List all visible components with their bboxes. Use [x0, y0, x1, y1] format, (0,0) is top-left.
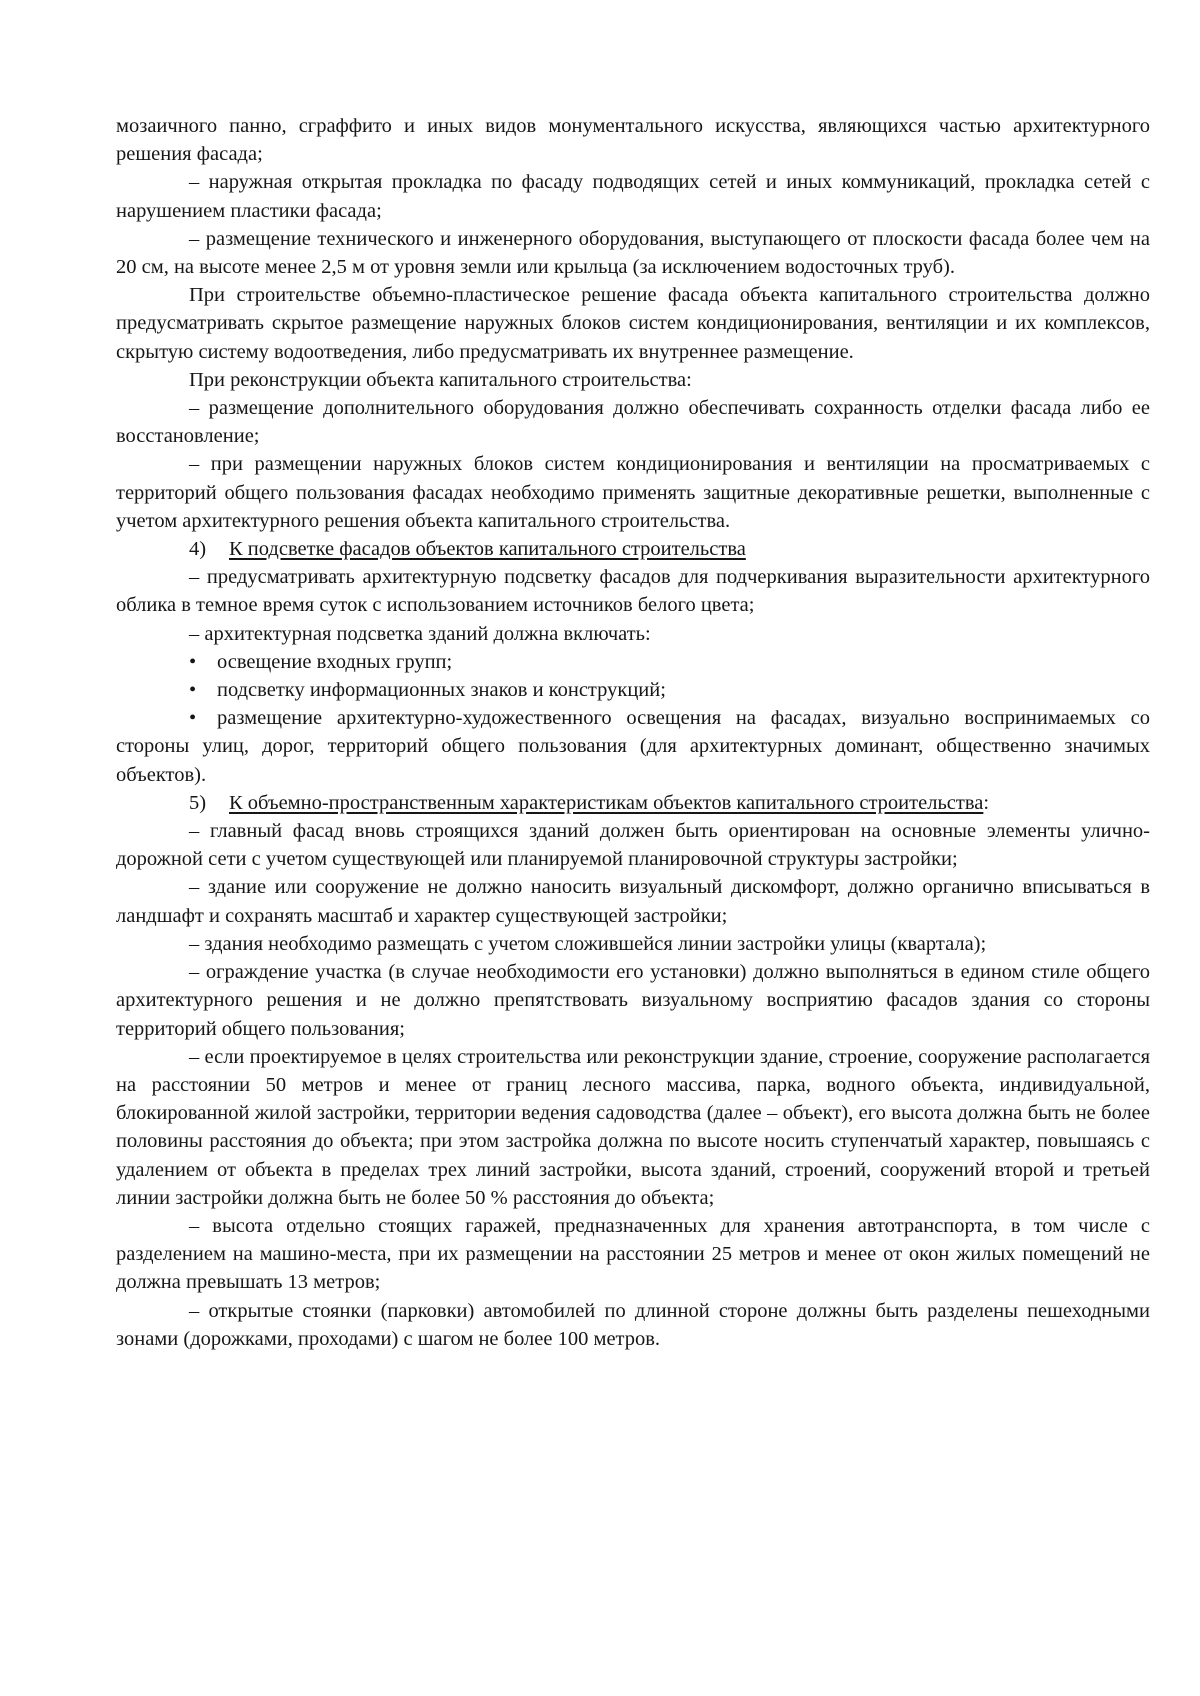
paragraph-architectural-lighting: – предусматривать архитектурную подсветку фасадов для подчеркивания выразительности архитектурного облика в темное время суток с использованием источников белого цвета; — [116, 566, 1150, 617]
paragraph-parking: – открытые стоянки (парковки) автомобилей по длинной стороне должны быть разделены пешеходными зонами (дорожками, проходами) с шагом не более 100 метров. — [116, 1299, 1150, 1350]
section-heading-spatial — [116, 789, 1150, 817]
section-title: К объемно-пространственным характеристикам объектов капитального строительства — [229, 791, 984, 814]
paragraph-height-limits: – если проектируемое в целях строительства или реконструкции здание, строение, сооружение располагается на расстоянии 50 метров и менее от границ лесного массива, парка, водного объекта, индивидуальной, блокированной жилой застройки, территории ведения садоводства (далее – объект), его высота должна быть не более половины расстояния до объекта; при этом застройка должна по высоте носить ступенчатый характер, повышаясь с удалением от объекта в пределах трех линий застройки, высота зданий, строений, сооружений второй и третьей линии застройки должна быть не более 50 % расстояния до объекта; — [116, 1045, 1150, 1209]
paragraph-building-line: – здания необходимо размещать с учетом сложившейся линии застройки улицы (квартала); — [189, 932, 987, 955]
paragraph-mosaic-continuation: мозаичного панно, сграффито и иных видов монументального искусства, являющихся частью архитектурного решения фасада; — [116, 115, 1150, 166]
section-title: К подсветке фасадов объектов капитального строительства — [229, 538, 746, 561]
paragraph-fencing: – ограждение участка (в случае необходимости его установки) должно выполняться в едином стиле общего архитектурного решения и не должно препятствовать визуальному восприятию фасадов здания со стороны территорий общего пользования; — [116, 961, 1150, 1040]
paragraph-additional-equipment: – размещение дополнительного оборудования должно обеспечивать сохранность отделки фасада либо ее восстановление; — [116, 397, 1150, 448]
bullet-icon: • — [189, 679, 197, 702]
bullet-text: освещение входных групп; — [217, 650, 453, 673]
bullet-item — [116, 648, 1150, 676]
bullet-text: размещение архитектурно-художественного освещения на фасадах, визуально воспринимаемых со стороны улиц, дорог, территорий общего пользования (для архитектурных доминант, общественно значимых объектов). — [116, 707, 1150, 786]
bullet-icon: • — [189, 650, 197, 673]
bullet-item — [116, 676, 1150, 704]
paragraph-lighting-includes: – архитектурная подсветка зданий должна включать: — [189, 622, 651, 645]
paragraph-main-facade: – главный фасад вновь строящихся зданий должен быть ориентирован на основные элементы улично-дорожной сети с учетом существующей или планируемой планировочной структуры застройки; — [116, 820, 1150, 871]
bullet-item — [116, 704, 1150, 789]
paragraph-decorative-grilles: – при размещении наружных блоков систем кондиционирования и вентиляции на просматриваемых с территорий общего пользования фасадах необходимо применять защитные декоративные решетки, выполненные с учетом архитектурного решения объекта капитального строительства. — [116, 453, 1150, 532]
paragraph-equipment-placement: – размещение технического и инженерного оборудования, выступающего от плоскости фасада более чем на 20 см, на высоте менее 2,5 м от уровня земли или крыльца (за исключением водосточных труб). — [116, 227, 1150, 279]
paragraph-reconstruction-intro: При реконструкции объекта капитального строительства: — [189, 368, 692, 391]
paragraph-construction-facade: При строительстве объемно-пластическое решение фасада объекта капитального строительства должно предусматривать скрытое размещение наружных блоков систем кондиционирования, вентиляции и их комплексов, скрытую систему водоотведения, либо предусматривать их внутреннее размещение. — [116, 284, 1150, 363]
bullet-text: подсветку информационных знаков и конструкций; — [217, 679, 666, 702]
section-number: 5) — [189, 791, 207, 814]
bullet-icon: • — [189, 707, 197, 730]
section-title-suffix: : — [983, 791, 990, 814]
document-page — [116, 112, 1150, 1353]
paragraph-garages: – высота отдельно стоящих гаражей, предназначенных для хранения автотранспорта, в том числе с разделением на машино-места, при их размещении на расстоянии 25 метров и менее от окон жилых помещений не должна превышать 13 метров; — [116, 1214, 1150, 1294]
section-number: 4) — [189, 538, 207, 561]
section-heading-lighting — [116, 535, 1150, 563]
paragraph-visual-comfort: – здание или сооружение не должно наносить визуальный дискомфорт, должно органично вписываться в ландшафт и сохранять масштаб и характер существующей застройки; — [116, 876, 1150, 927]
paragraph-open-networks: – наружная открытая прокладка по фасаду подводящих сетей и иных коммуникаций, прокладка сетей с нарушением пластики фасада; — [116, 171, 1150, 222]
